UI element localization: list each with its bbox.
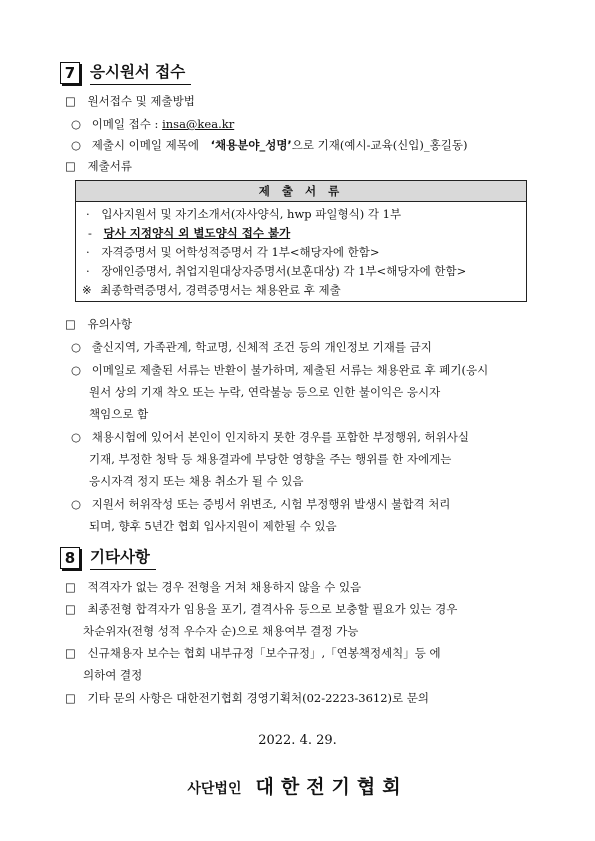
note-text: 응시자격 정지 또는 채용 취소가 될 수 있음 [89,474,304,488]
note-text: 기재, 부정한 청탁 등 채용결과에 부당한 영향을 주는 행위를 한 자에게는 [89,452,452,466]
section-8-title: 기타사항 [90,545,156,570]
section-7-title: 응시원서 접수 [90,60,191,85]
list-item-text: 적격자가 없는 경우 전형을 거쳐 채용하지 않을 수 있음 [87,580,362,594]
dot-bullet-icon: · [86,245,90,259]
organization-signature [0,772,595,799]
list-item-text: 으로 기재(예시-교육(신입)_홍길동) [291,138,468,152]
note-item [71,496,450,512]
section-8-heading [60,545,156,570]
box-row [88,225,290,241]
dot-bullet-icon: · [86,264,90,278]
box-row-text-emphasis: 당사 지정양식 외 별도양식 접수 불가 [103,226,291,240]
list-item-text: 최종전형 합격자가 임용을 포기, 결격사유 등으로 보충할 필요가 있는 경우 [87,602,458,616]
circle-bullet-icon: ○ [71,430,82,444]
list-item-text: 의하여 결정 [83,668,143,682]
section-8-number: 8 [60,547,80,569]
box-row-text: 최종학력증명서, 경력증명서는 채용완료 후 제출 [100,283,341,297]
organization-type: 사단법인 [187,781,242,797]
list-item [65,158,132,174]
box-row [86,263,466,279]
box-row-text: 입사지원서 및 자기소개서(자사양식, hwp 파일형식) 각 1부 [101,207,402,221]
email-link[interactable]: insa@kea.kr [162,117,235,131]
required-documents-box [75,180,527,302]
checkbox-bullet-icon: □ [65,602,76,616]
list-item-text: 유의사항 [87,317,132,331]
reference-mark-icon: ※ [82,283,92,297]
list-item [65,579,361,595]
box-row [86,206,401,222]
list-item-text: 이메일 접수 : [91,117,163,131]
circle-bullet-icon: ○ [71,117,82,131]
note-text: 출신지역, 가족관계, 학교명, 신체적 조건 등의 개인정보 기재를 금지 [91,340,432,354]
circle-bullet-icon: ○ [71,138,82,152]
email-subject-format: ‘채용분야_성명’ [210,138,292,152]
list-item [65,601,457,617]
circle-bullet-icon: ○ [71,363,82,377]
note-text: 채용시험에 있어서 본인이 인지하지 못한 경우를 포함한 부정행위, 허위사실 [91,430,469,444]
box-row-text: 자격증명서 및 어학성적증명서 각 1부<해당자에 한함> [101,245,380,259]
list-item-text: 제출서류 [87,159,132,173]
list-item [71,116,234,132]
organization-name: 대한전기협회 [255,776,408,798]
checkbox-bullet-icon: □ [65,94,76,108]
note-text: 되며, 향후 5년간 협회 입사지원이 제한될 수 있음 [89,519,337,533]
section-7-number: 7 [60,62,80,84]
list-item [65,316,132,332]
checkbox-bullet-icon: □ [65,691,76,705]
required-documents-header: 제 출 서 류 [76,181,526,202]
circle-bullet-icon: ○ [71,340,82,354]
list-item-text: 제출시 이메일 제목에 [91,138,203,152]
checkbox-bullet-icon: □ [65,580,76,594]
list-item-text: 신규채용자 보수는 협회 내부규정「보수규정」,「연봉책정세칙」등 에 [87,646,441,660]
note-item [71,429,469,445]
list-item-text: 원서접수 및 제출방법 [87,94,195,108]
checkbox-bullet-icon: □ [65,317,76,331]
note-text: 이메일로 제출된 서류는 반환이 불가하며, 제출된 서류는 채용완료 후 폐기(응시 [91,363,489,377]
dot-bullet-icon: · [86,207,90,221]
box-row [86,244,379,260]
note-text: 책임으로 함 [89,407,149,421]
list-item [71,137,467,153]
list-item [65,645,441,661]
list-item [65,690,429,706]
checkbox-bullet-icon: □ [65,646,76,660]
checkbox-bullet-icon: □ [65,159,76,173]
box-row-text: 장애인증명서, 취업지원대상자증명서(보훈대상) 각 1부<해당자에 한함> [101,264,467,278]
list-item-text: 차순위자(전형 성적 우수자 순)으로 채용여부 결정 가능 [83,624,359,638]
circle-bullet-icon: ○ [71,497,82,511]
announcement-date: 2022. 4. 29. [258,733,337,748]
note-item [71,362,488,378]
note-item [71,339,432,355]
dash-bullet-icon: - [88,226,92,240]
section-7-heading [60,60,191,85]
box-row [82,282,341,298]
list-item-text: 기타 문의 사항은 대한전기협회 경영기획처(02-2223-3612)로 문의 [87,691,430,705]
note-text: 지원서 허위작성 또는 증빙서 위변조, 시험 부정행위 발생시 불합격 처리 [91,497,451,511]
list-item [65,93,195,109]
note-text: 원서 상의 기재 착오 또는 누락, 연락불능 등으로 인한 불이익은 응시자 [89,385,441,399]
